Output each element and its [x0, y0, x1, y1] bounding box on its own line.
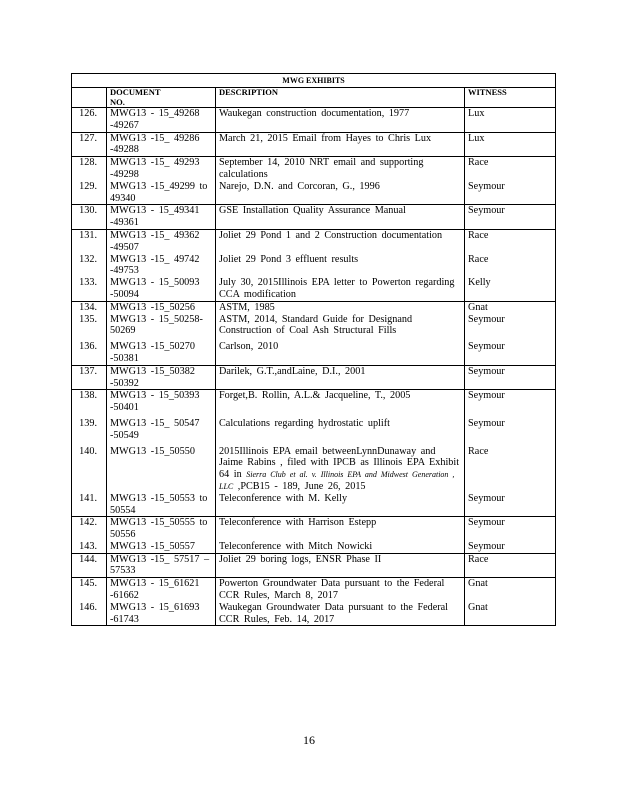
witness: Seymour — [465, 314, 556, 338]
description: March 21, 2015 Email from Hayes to Chris Lux — [216, 132, 465, 157]
description — [216, 442, 465, 493]
table-row — [72, 517, 556, 541]
page-number: 16 — [303, 733, 315, 747]
row-number: 141. — [72, 493, 107, 517]
witness: Lux — [465, 108, 556, 133]
table-row — [72, 541, 556, 553]
table-row — [72, 108, 556, 133]
description: GSE Installation Quality Assurance Manual — [216, 205, 465, 230]
witness: Seymour — [465, 541, 556, 553]
table-row — [72, 390, 556, 414]
table-row — [72, 442, 556, 493]
description-tail: ,PCB15 - 189, June 26, 2015 — [237, 480, 366, 492]
document-number: MWG13 -15_ 49293 -49298 — [107, 157, 216, 181]
document-number: MWG13 - 15_61621 -61662 — [107, 578, 216, 602]
table-row — [72, 578, 556, 602]
row-number: 126. — [72, 108, 107, 133]
document-number: MWG13 - 15_50093 -50094 — [107, 277, 216, 301]
table-row — [72, 493, 556, 517]
witness: Seymour — [465, 181, 556, 205]
row-number: 139. — [72, 414, 107, 442]
document-number: MWG13 -15_50557 — [107, 541, 216, 553]
witness: Race — [465, 157, 556, 181]
row-number: 131. — [72, 229, 107, 253]
row-number: 127. — [72, 132, 107, 157]
witness: Gnat — [465, 301, 556, 313]
witness: Gnat — [465, 578, 556, 602]
document-number: MWG13 - 15_61693 -61743 — [107, 602, 216, 626]
case-caption: Sierra Club et al. v. Illinois EPA and Midwest Generation , LLC — [219, 470, 455, 491]
description: Calculations regarding hydrostatic uplift — [216, 414, 465, 442]
description: ASTM, 2014, Standard Guide for Designand Construction of Coal Ash Structural Fills — [216, 314, 465, 338]
row-number: 134. — [72, 301, 107, 313]
description: July 30, 2015Illinois EPA letter to Powerton regarding CCA modification — [216, 277, 465, 301]
document-number: MWG13 -15_50382 -50392 — [107, 365, 216, 390]
header-no — [72, 88, 107, 108]
description: Joliet 29 boring logs, ENSR Phase II — [216, 553, 465, 578]
description: September 14, 2010 NRT email and supporting calculations — [216, 157, 465, 181]
document-number: MWG13 -15_50555 to 50556 — [107, 517, 216, 541]
document-number: MWG13 - 15_50258- 50269 — [107, 314, 216, 338]
witness: Race — [465, 229, 556, 253]
document-number: MWG13 -15_ 49286 -49288 — [107, 132, 216, 157]
row-number: 146. — [72, 602, 107, 626]
header-document-no: DOCUMENT NO. — [107, 88, 216, 108]
witness: Race — [465, 442, 556, 493]
table-title: MWG EXHIBITS — [72, 74, 556, 88]
witness: Gnat — [465, 602, 556, 626]
header-description: DESCRIPTION — [216, 88, 465, 108]
document-number: MWG13 -15_ 49362 -49507 — [107, 229, 216, 253]
document-number: MWG13 -15_ 57517 – 57533 — [107, 553, 216, 578]
description: Teleconference with Harrison Estepp — [216, 517, 465, 541]
witness: Seymour — [465, 205, 556, 230]
table-row — [72, 602, 556, 626]
description: Carlson, 2010 — [216, 337, 465, 365]
witness: Kelly — [465, 277, 556, 301]
witness: Seymour — [465, 365, 556, 390]
row-number: 136. — [72, 337, 107, 365]
description: Waukegan Groundwater Data pursuant to the Federal CCR Rules, Feb. 14, 2017 — [216, 602, 465, 626]
description: Forget,B. Rollin, A.L.& Jacqueline, T., 2005 — [216, 390, 465, 414]
row-number: 142. — [72, 517, 107, 541]
document-number: MWG13 - 15_49268 -49267 — [107, 108, 216, 133]
document-number: MWG13 -15_50553 to 50554 — [107, 493, 216, 517]
table-row — [72, 337, 556, 365]
row-number: 138. — [72, 390, 107, 414]
exhibit-table — [71, 73, 556, 626]
header-witness: WITNESS — [465, 88, 556, 108]
exhibit-table-wrapper — [71, 73, 555, 626]
row-number: 145. — [72, 578, 107, 602]
row-number: 129. — [72, 181, 107, 205]
table-row — [72, 181, 556, 205]
table-row — [72, 229, 556, 253]
row-number: 143. — [72, 541, 107, 553]
witness: Lux — [465, 132, 556, 157]
table-row — [72, 277, 556, 301]
document-number: MWG13 -15_ 49742 -49753 — [107, 254, 216, 278]
description: Joliet 29 Pond 3 effluent results — [216, 254, 465, 278]
description: Teleconference with M. Kelly — [216, 493, 465, 517]
header-row — [72, 88, 556, 108]
table-row — [72, 553, 556, 578]
table-row — [72, 414, 556, 442]
table-row — [72, 314, 556, 338]
table-row — [72, 301, 556, 313]
table-row — [72, 132, 556, 157]
description: Waukegan construction documentation, 1977 — [216, 108, 465, 133]
witness: Seymour — [465, 517, 556, 541]
description: Powerton Groundwater Data pursuant to the Federal CCR Rules, March 8, 2017 — [216, 578, 465, 602]
document-number: MWG13 -15_50256 — [107, 301, 216, 313]
witness: Race — [465, 254, 556, 278]
row-number: 132. — [72, 254, 107, 278]
witness: Seymour — [465, 337, 556, 365]
row-number: 133. — [72, 277, 107, 301]
document-number: MWG13 -15_50550 — [107, 442, 216, 493]
row-number: 135. — [72, 314, 107, 338]
row-number: 137. — [72, 365, 107, 390]
table-row — [72, 205, 556, 230]
table-row — [72, 254, 556, 278]
description: Teleconference with Mitch Nowicki — [216, 541, 465, 553]
witness: Seymour — [465, 414, 556, 442]
description: ASTM, 1985 — [216, 301, 465, 313]
table-row — [72, 157, 556, 181]
table-row — [72, 365, 556, 390]
document-number: MWG13 -15_ 50547 -50549 — [107, 414, 216, 442]
witness: Seymour — [465, 493, 556, 517]
witness: Race — [465, 553, 556, 578]
row-number: 144. — [72, 553, 107, 578]
document-number: MWG13 - 15_49341 -49361 — [107, 205, 216, 230]
description: Joliet 29 Pond 1 and 2 Construction documentation — [216, 229, 465, 253]
table-caption-row — [72, 74, 556, 88]
description: Darilek, G.T.,andLaine, D.I., 2001 — [216, 365, 465, 390]
document-number: MWG13 - 15_50393 -50401 — [107, 390, 216, 414]
witness: Seymour — [465, 390, 556, 414]
description: Narejo, D.N. and Corcoran, G., 1996 — [216, 181, 465, 205]
row-number: 128. — [72, 157, 107, 181]
description-text: 2015Illinois EPA email betweenLynnDunaway and Jaime Rabins , filed with IPCB as Illinois EPA Exhibit 64 in — [219, 445, 460, 481]
document-number: MWG13 -15_50270 -50381 — [107, 337, 216, 365]
row-number: 130. — [72, 205, 107, 230]
document-number: MWG13 -15_49299 to 49340 — [107, 181, 216, 205]
row-number: 140. — [72, 442, 107, 493]
